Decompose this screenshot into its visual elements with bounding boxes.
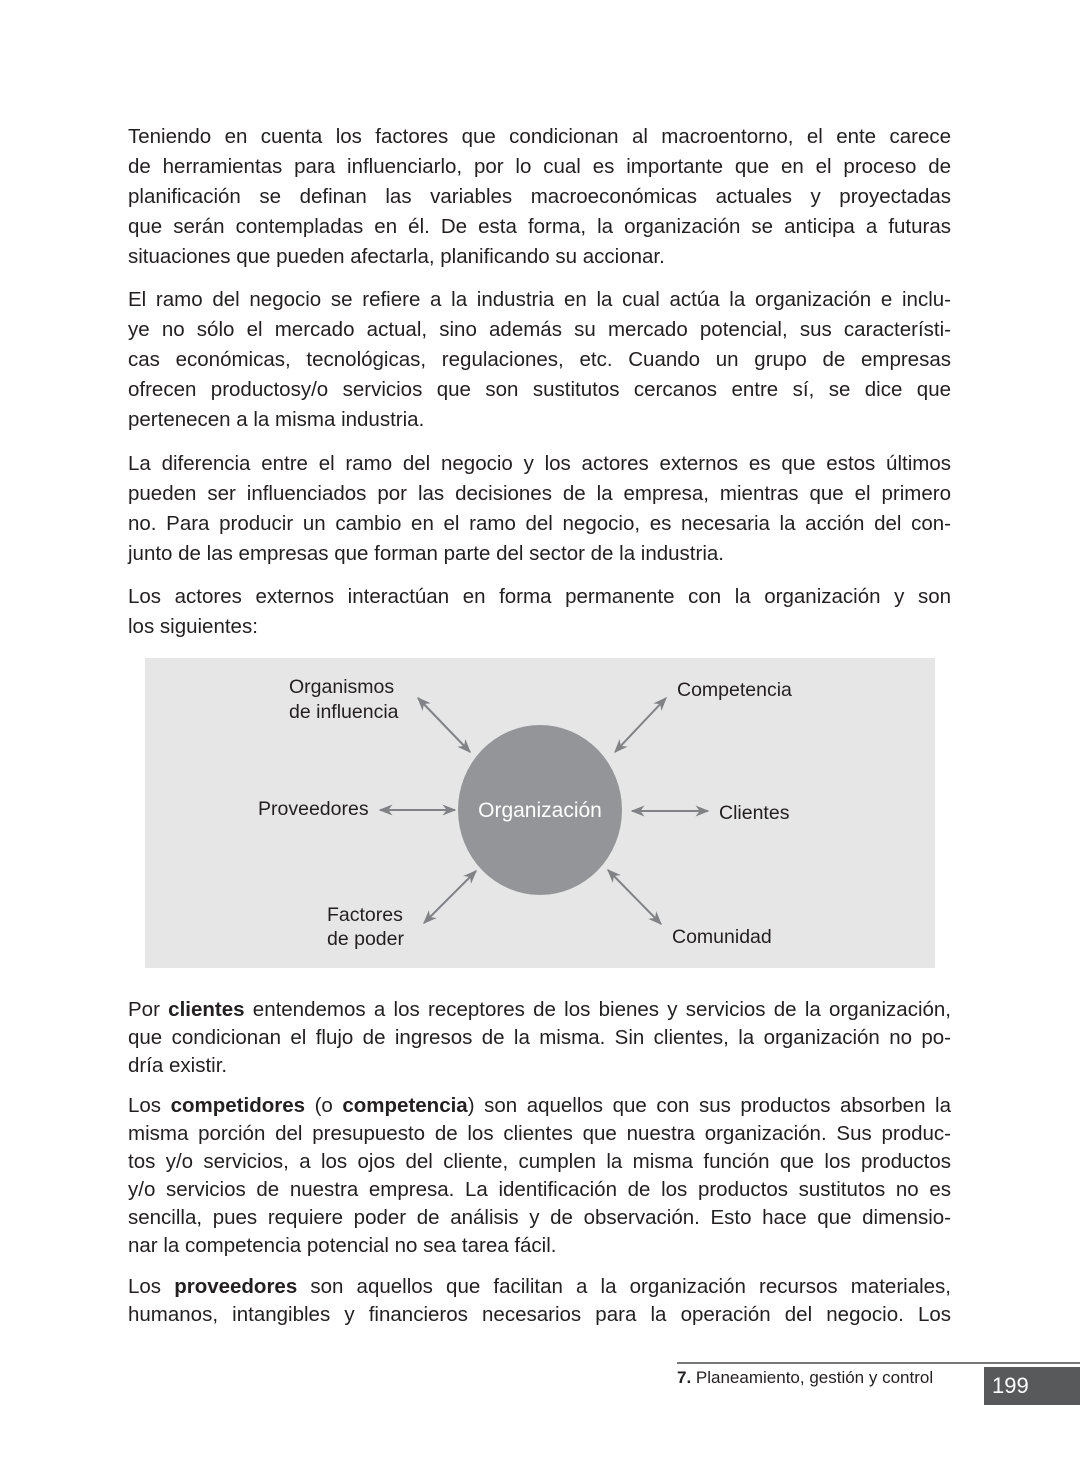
text-line: no. Para producir un cambio en el ramo del negocio, es necesaria la acción del con-	[128, 512, 951, 535]
label-factores: Factores	[327, 904, 403, 926]
term-proveedores: proveedores	[174, 1275, 298, 1298]
text-line: La diferencia entre el ramo del negocio y los actores externos es que estos últimos	[128, 452, 951, 475]
chapter-title: Planeamiento, gestión y control	[691, 1368, 934, 1387]
label-factores: de poder	[327, 928, 404, 950]
page-number: 199	[984, 1367, 1080, 1405]
text-line	[128, 1093, 951, 1119]
text-line: cas económicas, tecnológicas, regulaciones, etc. Cuando un grupo de empresas	[128, 348, 951, 371]
text-line: tos y/o servicios, a los ojos del cliente, cumplen la misma función que los productos	[128, 1150, 951, 1173]
label-organismos: Organismos	[289, 676, 395, 698]
text-line: nar la competencia potencial no sea tarea fácil.	[128, 1234, 557, 1257]
text-line: de herramientas para influenciarlo, por lo cual es importante que en el proceso de	[128, 155, 951, 178]
text: (o	[305, 1094, 343, 1117]
arrow-organismos	[418, 698, 470, 752]
text-line: ye no sólo el mercado actual, sino además su mercado potencial, sus característi-	[128, 318, 951, 341]
text-line: pueden ser influenciados por las decisiones de la empresa, mientras que el primero	[128, 482, 951, 505]
text-line: los siguientes:	[128, 615, 258, 638]
label-clientes: Clientes	[719, 802, 790, 824]
text-line: que condicionan el flujo de ingresos de la misma. Sin clientes, la organización no po-	[128, 1026, 951, 1049]
term-competencia: competencia	[342, 1094, 468, 1117]
actores-externos-diagram	[145, 658, 935, 968]
text-line: misma porción del presupuesto de los clientes que nuestra organización. Sus produc-	[128, 1122, 951, 1145]
text: ) son aquellos que con sus productos absorben la	[467, 1094, 951, 1117]
arrow-competencia	[615, 698, 666, 752]
arrow-factores	[424, 871, 476, 923]
running-footer	[677, 1368, 933, 1388]
text-line	[128, 997, 951, 1023]
label-organismos: de influencia	[289, 701, 399, 723]
label-organizacion: Organización	[478, 799, 602, 822]
text-line: junto de las empresas que forman parte del sector de la industria.	[128, 542, 724, 565]
text-line	[128, 1274, 951, 1300]
text-line: pertenecen a la misma industria.	[128, 408, 425, 431]
text-line: Teniendo en cuenta los factores que condicionan al macroentorno, el ente carece	[128, 125, 951, 148]
text: entendemos a los receptores de los bienes y servicios de la organización,	[244, 998, 951, 1021]
text: son aquellos que facilitan a la organización recursos materiales,	[297, 1275, 951, 1298]
text-line: que serán contempladas en él. De esta forma, la organización se anticipa a futuras	[128, 215, 951, 238]
text-line: dría existir.	[128, 1054, 228, 1077]
label-proveedores: Proveedores	[258, 798, 369, 820]
text: Por	[128, 998, 169, 1021]
text-line: ofrecen productosy/o servicios que son sustitutos cercanos entre sí, se dice que	[128, 378, 951, 401]
text-line: Los actores externos interactúan en forma permanente con la organización y son	[128, 585, 951, 608]
diagram-canvas	[145, 658, 935, 968]
label-comunidad: Comunidad	[672, 926, 772, 948]
text: Los	[128, 1275, 175, 1298]
term-competidores: competidores	[170, 1094, 306, 1117]
text: Los	[128, 1094, 171, 1117]
footer-divider	[677, 1362, 1080, 1364]
text-line: El ramo del negocio se refiere a la industria en la cual actúa la organización e inclu-	[128, 288, 951, 311]
chapter-number: 7.	[677, 1368, 692, 1387]
text-line: humanos, intangibles y financieros necesarios para la operación del negocio. Los	[128, 1303, 951, 1326]
text-line: planificación se definan las variables macroeconómicas actuales y proyectadas	[128, 185, 951, 208]
text-line: situaciones que pueden afectarla, planificando su accionar.	[128, 245, 665, 268]
text-line: sencilla, pues requiere poder de análisis y de observación. Esto hace que dimensio-	[128, 1206, 951, 1229]
text-line: y/o servicios de nuestra empresa. La identificación de los productos sustitutos no es	[128, 1178, 951, 1201]
label-competencia: Competencia	[677, 679, 792, 701]
arrow-comunidad	[608, 870, 661, 924]
term-clientes: clientes	[168, 998, 245, 1021]
